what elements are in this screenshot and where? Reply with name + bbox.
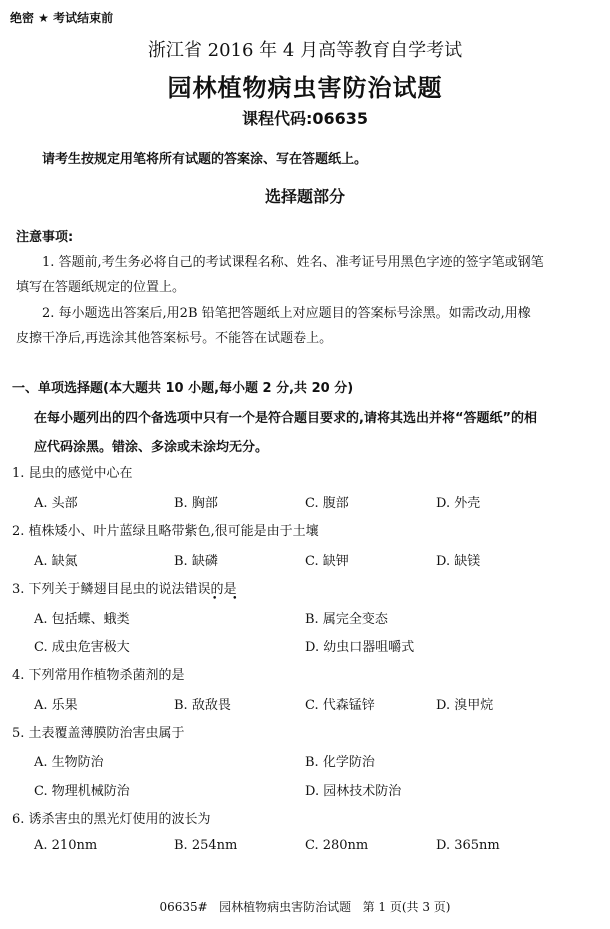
emphasis-dots: • • <box>212 594 244 604</box>
q6-option-a: A. 210nm <box>34 838 98 853</box>
q3-option-c: C. 成虫危害极大 <box>34 640 130 655</box>
q5-option-c: C. 物理机械防治 <box>34 784 130 799</box>
q4-option-a: A. 乐果 <box>34 698 78 713</box>
q5-option-b: B. 化学防治 <box>305 755 375 770</box>
q3-option-b: B. 属完全变态 <box>305 612 388 627</box>
q3-option-d: D. 幼虫口器咀嚼式 <box>305 640 415 655</box>
page-title: 园林植物病虫害防治试题 <box>167 74 443 102</box>
confidential-label: 绝密 ★ 考试结束前 <box>10 11 114 25</box>
section-title: 选择题部分 <box>264 187 345 206</box>
question-5-stem: 5. 土表覆盖薄膜防治害虫属于 <box>12 726 185 741</box>
q6-option-b: B. 254nm <box>174 838 238 853</box>
question-1-stem: 1. 昆虫的感觉中心在 <box>12 466 133 481</box>
question-4-stem: 4. 下列常用作植物杀菌剂的是 <box>12 668 185 683</box>
q5-option-d: D. 园林技术防治 <box>305 784 402 799</box>
exam-name: 浙江省 2016 年 4 月高等教育自学考试 <box>147 40 463 61</box>
q1-option-a: A. 头部 <box>34 496 78 511</box>
part1-heading: 一、单项选择题(本大题共 10 小题,每小题 2 分,共 20 分) <box>12 381 354 396</box>
course-code: 课程代码:06635 <box>241 109 369 128</box>
question-2-stem: 2. 植株矮小、叶片蓝绿且略带紫色,很可能是由于土壤 <box>12 524 319 539</box>
q5-option-a: A. 生物防治 <box>34 755 104 770</box>
q6-option-d: D. 365nm <box>436 838 500 853</box>
answer-instruction: 请考生按规定用笔将所有试题的答案涂、写在答题纸上。 <box>42 152 368 167</box>
question-6-stem: 6. 诱杀害虫的黑光灯使用的波长为 <box>12 812 211 827</box>
part1-instruction-line-1: 在每小题列出的四个备选项中只有一个是符合题目要求的,请将其选出并将“答题纸”的相 <box>34 411 538 426</box>
note-2-line-2: 皮擦干净后,再选涂其他答案标号。不能答在试题卷上。 <box>16 331 333 346</box>
q2-option-a: A. 缺氮 <box>34 554 78 569</box>
note-1-line-2: 填写在答题纸规定的位置上。 <box>16 280 186 295</box>
q4-option-b: B. 敌敌畏 <box>174 698 231 713</box>
part1-instruction-line-2: 应代码涂黑。错涂、多涂或未涂均无分。 <box>34 440 269 455</box>
q6-option-c: C. 280nm <box>305 838 369 853</box>
q3-option-a: A. 包括蝶、蛾类 <box>34 612 130 627</box>
notes-heading: 注意事项: <box>16 230 74 245</box>
q2-option-b: B. 缺磷 <box>174 554 218 569</box>
q4-option-c: C. 代森锰锌 <box>305 698 375 713</box>
q1-option-b: B. 胸部 <box>174 496 218 511</box>
q2-option-d: D. 缺镁 <box>436 554 481 569</box>
question-3-stem: 3. 下列关于鳞翅目昆虫的说法错误的是 <box>12 582 237 597</box>
note-1-line-1: 1. 答题前,考生务必将自己的考试课程名称、姓名、准考证号用黑色字迹的签字笔或钢笔 <box>42 255 544 270</box>
q1-option-c: C. 腹部 <box>305 496 349 511</box>
q1-option-d: D. 外壳 <box>436 496 481 511</box>
q4-option-d: D. 溴甲烷 <box>436 698 494 713</box>
note-2-line-1: 2. 每小题选出答案后,用2B 铅笔把答题纸上对应题目的答案标号涂黑。如需改动,用橡 <box>42 306 531 321</box>
q2-option-c: C. 缺钾 <box>305 554 349 569</box>
page-footer: 06635# 园林植物病虫害防治试题 第 1 页(共 3 页) <box>159 900 451 914</box>
